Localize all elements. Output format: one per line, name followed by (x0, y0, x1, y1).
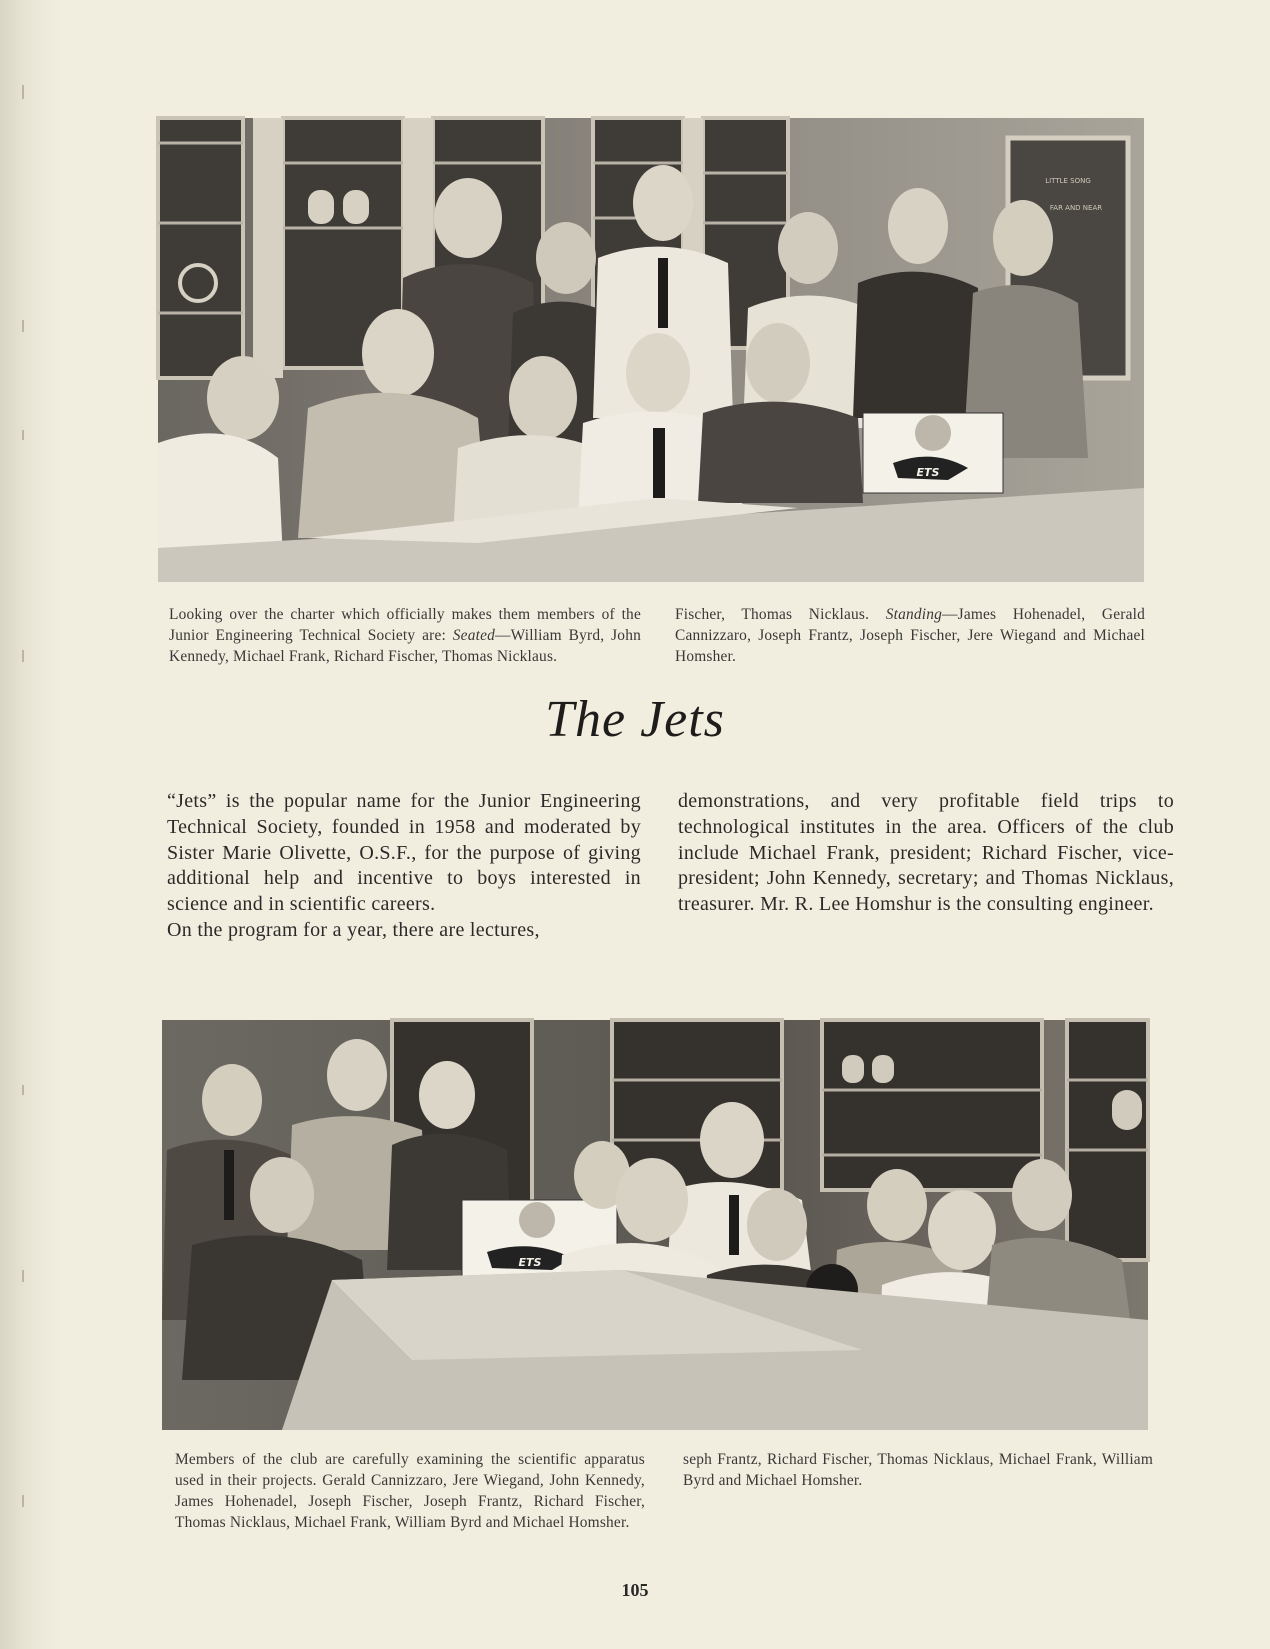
board-text-2: FAR AND NEAR (1049, 204, 1103, 212)
article-column-2 (678, 789, 1174, 918)
bottom-caption-column-1 (175, 1449, 645, 1531)
article-paragraph-2-continued: demonstrations, and very profitable field trips to technological institutes in the area. Officers of the club include Michael Frank, president; Richard Fischer, vice-president; John Kennedy, secretary; and Thomas Nicklaus, treasurer. Mr. R. Lee Homshur is the consulting engineer. (678, 790, 1174, 916)
page-number: 105 (621, 1580, 649, 1600)
article-column-1 (167, 789, 641, 944)
article-paragraph-2-start: On the program for a year, there are lectures, (167, 918, 540, 941)
top-caption-column-1 (169, 604, 641, 667)
top-caption-text-2: —William Byrd, John Kennedy, Michael Frank, Richard Fischer, Thomas Nicklaus. (169, 627, 641, 665)
bottom-caption-column-2 (683, 1449, 1153, 1491)
top-caption-text-3: —James Hohenadel, Gerald Cannizzaro, Joseph Frantz, Joseph Fischer, Jere Wiegand and Michael Homsher. (675, 606, 1145, 665)
bottom-caption-text: Members of the club are carefully examining the scientific apparatus used in their projects. Gerald Cannizzaro, Jere Wiegand, John Kennedy, James Hohenadel, Joseph Fischer, Joseph Frantz, Richard Fischer, Thomas Nicklaus, Michael Frank, William Byrd and Michael Homsher. (175, 1451, 645, 1531)
top-sign-text: ETS (916, 466, 940, 479)
bottom-photo (162, 1020, 1148, 1430)
top-caption-text-3-lead: Fischer, Thomas Nicklaus. (675, 606, 886, 623)
top-caption-text-1: Looking over the charter which officially makes them members of the Junior Engineering Technical Society are: (169, 606, 641, 644)
bottom-sign-text: ETS (518, 1256, 542, 1269)
article-paragraph-1: “Jets” is the popular name for the Junior Engineering Technical Society, founded in 1958 and moderated by Sister Marie Olivette, O.S.F., for the purpose of giving additional help and incentive to boys interested in science and in scientific careers. (167, 790, 641, 916)
standing-label: Standing (885, 606, 943, 623)
top-caption-column-2 (675, 604, 1145, 667)
top-photo (158, 118, 1144, 582)
article-title: The Jets (545, 691, 725, 748)
page-gutter-shadow (0, 0, 60, 1649)
board-text-1: LITTLE SONG (1045, 177, 1091, 185)
bottom-caption-text-continued: seph Frantz, Richard Fischer, Thomas Nicklaus, Michael Frank, William Byrd and Michael Homsher. (683, 1451, 1153, 1489)
seated-label: Seated (452, 627, 496, 644)
